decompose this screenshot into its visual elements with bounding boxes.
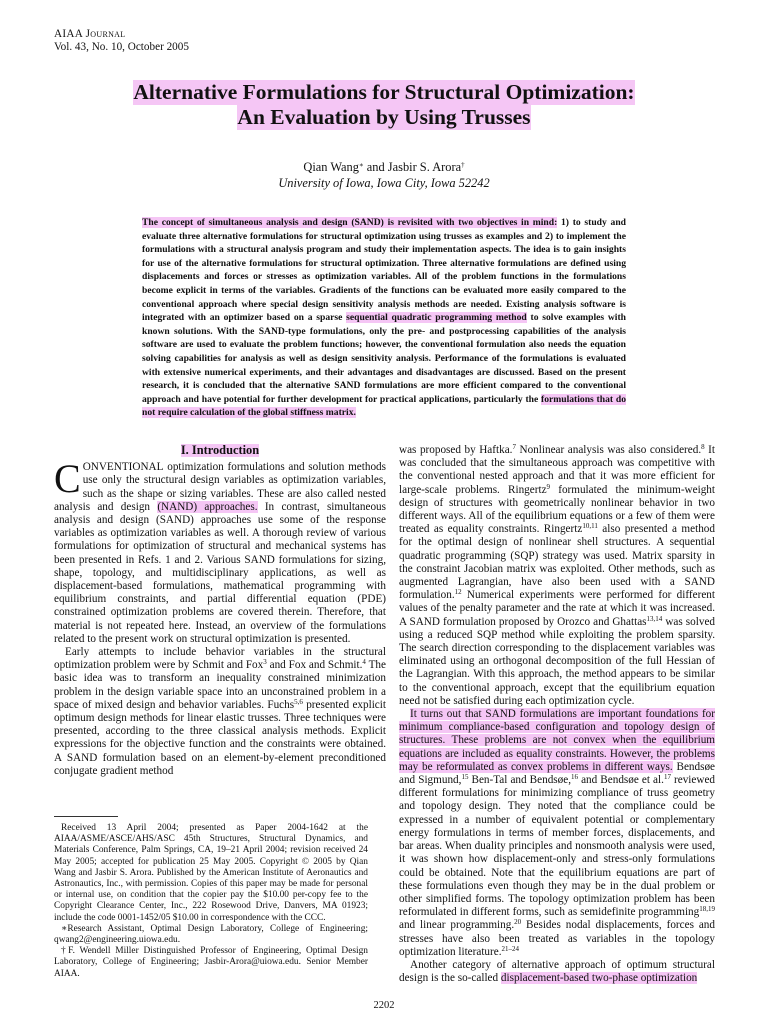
intro-p2-text-d: presented explicit optimum design methods for linear elastic trusses. Three techniques were presented, according to the three classical analysis methods. Explicit expressions for the objective function and the constraints were obtained. A SAND formulation based on an element-by-element preconditioned conjugate gradient method <box>54 698 386 777</box>
intro-p2-text-c: The basic idea was to transform an inequality constrained minimization problem in the design variable space into an unconstrained problem in a space of mixed design and behavior variables. Fuchs <box>54 659 386 711</box>
citation: 17 <box>663 773 671 782</box>
citation: 7 <box>512 443 516 451</box>
journal-volume: Vol. 43, No. 10, October 2005 <box>54 41 189 53</box>
author-2: Jasbir S. Arora <box>387 160 462 174</box>
citation: 10,11 <box>582 522 598 531</box>
citation: 9 <box>546 482 551 491</box>
r1-text-g: was solved using a reduced SQP method while exploiting the problem sparsity. The search direction corresponding to the displacement variables was eliminated using an orthogonal decomposition of the full Hessian of the Lagrangian. With this approach, the method appears to be similar to the conventional approach, except that the equilibrium equation need not be satisfied during each optimization cycle. <box>399 615 716 707</box>
citation: 16 <box>571 773 579 782</box>
citation: 21–24 <box>501 944 520 953</box>
intro-p1-text-b: In contrast, simultaneous analysis and design (SAND) approaches use some of the response variables as optimization variables as well. A thorough review of various formulations for optimization of structural and mechanical systems has been presented in Refs. 1 and 2. Various SAND formulations for sizing, shape, topology, and multidisciplinary applications, as well as displacement-based formulations, mathematical programming with equilibrium constraints, and partial differential equation (PDE) constrained optimization problems are covered therein. Therefore, that material is not repeated here. Instead, an overview of the formulations related to the present work on structural optimization is presented. <box>54 500 386 645</box>
author-1-mark: ∗ <box>358 161 364 169</box>
author-1: Qian Wang <box>303 160 359 174</box>
page-number: 2202 <box>373 1000 395 1011</box>
abstract-text-2: to solve examples with known solutions. With the SAND-type formulations, only the pre- and postprocessing capabilities of the analysis software are used to evaluate the problem functions; however, the conventional formulation also needs the equation solving capabilities for analysis as well as design sensitivity analysis. Performance of the formulations is evaluated with extensive numerical experiments, and their advantages and disadvantages are discussed. Based on the present research, it is concluded that the alternative SAND formulations are more efficient compared to the conventional approach and have potential for further development for practical applications, particularly the <box>142 312 626 405</box>
r2-text-f: Besides nodal displacements, forces and stresses have also been treated as variables in the topology optimization literature. <box>399 919 715 958</box>
citation: 15 <box>461 773 469 782</box>
r1-text-c: It was concluded that the simultaneous approach was competitive with the conventional nested approach and that it was more efficient for large-scale problems. Ringertz <box>399 444 715 496</box>
intro-p2-text-a: Early attempts to include behavior variables in the structural optimization problem were by Schmit and Fox <box>54 646 386 672</box>
r3-highlight: displacement-based two-phase optimization <box>500 972 698 985</box>
intro-p2-text-b: and Fox and Schmit. <box>266 659 363 672</box>
citation: 12 <box>454 588 462 597</box>
r2-text-c: and Bendsøe et al. <box>578 774 664 787</box>
r2-highlight: It turns out that SAND formulations are important foundations for minimum compliance-based configuration and topology design of structures. These problems are not convex when the equilibrium equations are included as equality constraints. However, the problems may be reformulated as convex problems in different ways. <box>399 708 715 773</box>
author-2-mark: † <box>461 161 465 169</box>
abstract-highlight-1: The concept of simultaneous analysis and design (SAND) is revisited with two objectives in mind: <box>142 217 558 228</box>
r1-text-d: formulated the minimum-weight design of structures with geometrically nonlinear behavior in two different ways. All of the equilibrium equations or a few of them were treated as equality constraints. Ringertz <box>399 483 715 536</box>
abstract-highlight-3: formulations that do not require calculation of the global stiffness matrix. <box>142 393 626 419</box>
intro-first-word: ONVENTIONAL <box>82 461 164 474</box>
citation: 20 <box>514 918 522 927</box>
right-column <box>399 444 715 985</box>
citation: 13,14 <box>646 614 663 623</box>
footnote-author-1: ∗Research Assistant, Optimal Design Laboratory, College of Engineering; qwang2@engineering.uiowa.edu. <box>54 923 368 946</box>
r2-text-e: and linear programming. <box>399 919 515 932</box>
intro-paragraph-3 <box>399 708 715 959</box>
abstract-text-1: 1) to study and evaluate three alternative formulations for structural optimization using trusses as examples and 2) to implement the formulations with a structural analysis program and study their implementation aspects. The idea is to gain insights for use of the alternative formulations for structural optimization. Three alternative formulations are defined using displacements and forces or stresses as optimization variables. All of the problem functions in the formulations become explicit in terms of the variables. Gradients of the functions can be evaluated more easily compared to the conventional approach where special design sensitivity analysis methods are needed. Existing analysis software is integrated with an optimizer based on a sparse <box>142 217 626 324</box>
section-heading <box>54 444 386 457</box>
r1-text-b: Nonlinear analysis was also considered. <box>515 444 702 456</box>
r1-text-a: was proposed by Haftka. <box>399 444 513 456</box>
footnote-author-2: †F. Wendell Miller Distinguished Professor of Engineering, Optimal Design Laboratory, College of Engineering; Jasbir-Arora@uiowa.edu. Senior Member AIAA. <box>54 946 368 979</box>
affiliation: University of Iowa, Iowa City, Iowa 52242 <box>278 176 490 190</box>
title-line-1: Alternative Formulations for Structural Optimization: <box>133 80 635 104</box>
paper-title <box>60 80 708 130</box>
author-conjunction: and <box>363 160 388 174</box>
intro-p1-text-a: optimization formulations and solution methods use only the structural design variables as optimization variables, such as the shape or sizing variables. These are also called nested analysis and design <box>54 461 386 513</box>
citation: 5,6 <box>294 697 303 706</box>
abstract <box>142 216 626 420</box>
footnote-rule <box>54 816 118 817</box>
footnote-received: Received 13 April 2004; presented as Paper 2004-1642 at the AIAA/ASME/ASCE/AHS/ASC 45th Structures, Structural Dynamics, and Materials Conference, Palm Springs, CA, 19–21 April 2004; revision received 24 May 2005; accepted for publication 25 May 2005. Copyright © 2005 by Qian Wang and Jasbir S. Arora. Published by the American Institute of Aeronautics and Astronautics, Inc., with permission. Copies of this paper may be made for personal or internal use, on condition that the copier pay the $10.00 per-copy fee to the Copyright Clearance Center, Inc., 222 Rosewood Drive, Danvers, MA 01923; include the code 0001-1452/05 $10.00 in correspondence with the CCC. <box>54 823 368 923</box>
abstract-highlight-2: sequential quadratic programming method <box>346 312 527 324</box>
drop-cap: C <box>54 456 81 502</box>
intro-paragraph-2 <box>54 646 386 778</box>
section-heading-text: I. Introduction <box>180 443 260 457</box>
title-line-2: An Evaluation by Using Trusses <box>237 105 531 129</box>
citation: 8 <box>701 443 705 451</box>
left-column <box>54 444 386 778</box>
r2-text-d: reviewed different formulations for minimizing compliance of truss geometry and topology design. They noted that the compliance could be expressed in a number of equivalent potential or complementary energy formulations in terms of member forces, displacements, and bar areas. When duality principles and nonsmooth analysis were used, it was shown how displacement-only and stress-only formulations could be obtained. Note that the equilibrium equations are part of these formulations even though they may be in the dual problem or other simplified forms. The topology optimization problem has been reformulated in different forms, such as semidefinite programming <box>399 774 716 919</box>
intro-paragraph-4 <box>399 959 715 985</box>
r2-text-a: Bendsøe and Sigmund, <box>399 760 716 787</box>
r3-text-a: Another category of alternative approach of optimum structural design is the so-called <box>399 958 715 985</box>
r1-text-e: also presented a method for the optimal design of nonlinear shell structures. A sequential quadratic programming (SQP) strategy was used. Matrix sparsity in the constraint Jacobian matrix was exploited. Other methods, such as augmented Lagrangian, have also been used with a SAND formulation. <box>399 523 715 602</box>
citation: 3 <box>263 658 267 667</box>
r1-text-f: Numerical experiments were performed for different values of the penalty parameter and the rate at which it was increased. A SAND formulation proposed by Orozco and Ghattas <box>399 589 715 628</box>
author-list <box>0 160 768 175</box>
intro-paragraph-2-continued <box>399 444 715 708</box>
journal-header <box>54 28 189 54</box>
r2-text-b: Ben-Tal and Bendsøe, <box>468 774 572 787</box>
citation: 4 <box>362 658 366 667</box>
journal-name: AIAA Journal <box>54 28 126 40</box>
footnotes <box>54 816 368 980</box>
intro-paragraph-1 <box>54 456 386 646</box>
citation: 18,19 <box>699 905 715 914</box>
intro-p1-highlight: (NAND) approaches. <box>157 500 258 513</box>
